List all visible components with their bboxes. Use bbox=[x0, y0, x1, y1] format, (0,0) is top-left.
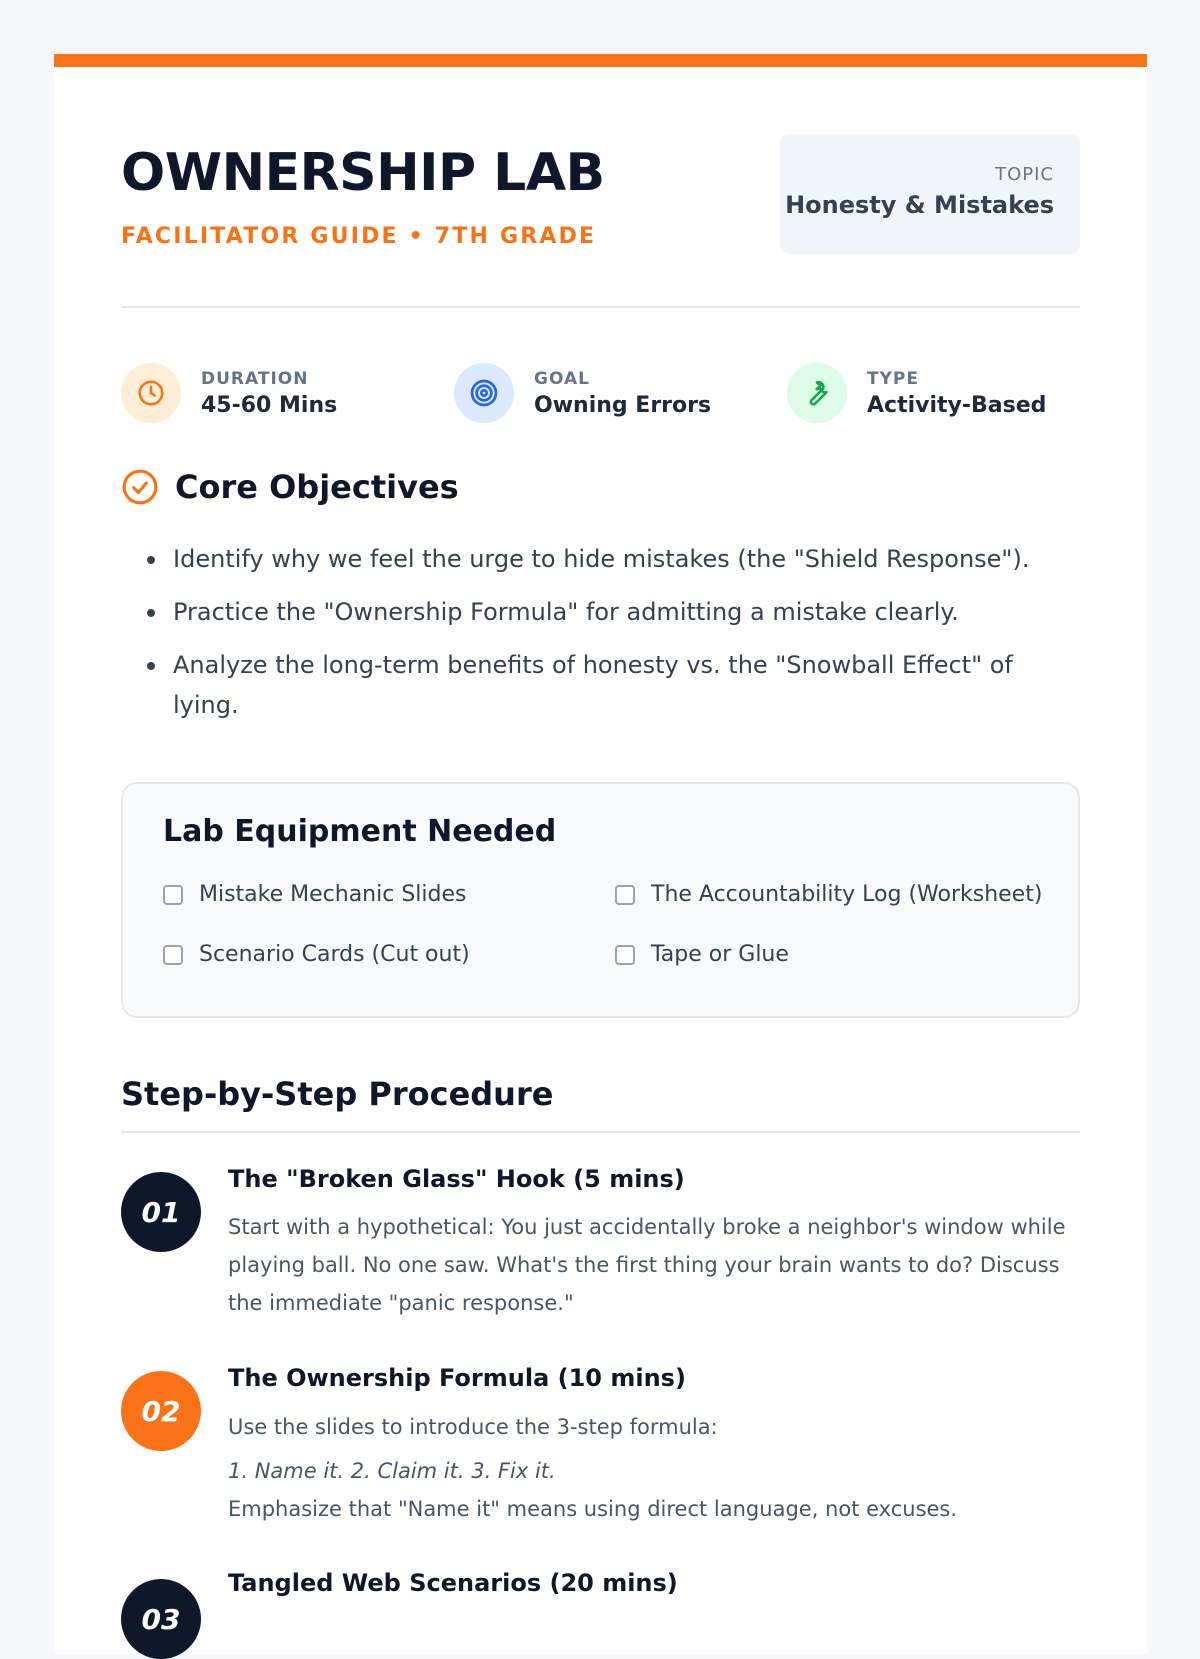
topic-label: TOPIC bbox=[995, 164, 1054, 185]
checkbox[interactable] bbox=[615, 945, 635, 965]
checkbox[interactable] bbox=[163, 885, 183, 905]
step-body: Start with a hypothetical: You just accidentally broke a neighbor's window while playing ball. No one saw. What's the first thing your brain wants to do? Discuss the immediate "panic response." bbox=[228, 1215, 1066, 1315]
equipment-checkbox[interactable] bbox=[615, 882, 1042, 907]
meta-value: Activity-Based bbox=[867, 392, 1047, 418]
step-formula: 1. Name it. 2. Claim it. 3. Fix it. bbox=[228, 1459, 556, 1483]
topic-value: Honesty & Mistakes bbox=[785, 191, 1054, 219]
step-number: 03 bbox=[121, 1579, 201, 1659]
meta-label: TYPE bbox=[867, 368, 919, 389]
checkbox[interactable] bbox=[615, 885, 635, 905]
meta-goal bbox=[454, 363, 711, 423]
wrench-icon bbox=[787, 363, 847, 423]
checkbox-label: The Accountability Log (Worksheet) bbox=[651, 882, 1043, 907]
step-note: Emphasize that "Name it" means using direct language, not excuses. bbox=[228, 1497, 958, 1521]
equipment-checkbox[interactable] bbox=[615, 942, 789, 967]
step-title: The "Broken Glass" Hook (5 mins) bbox=[228, 1165, 685, 1193]
equipment-card bbox=[121, 782, 1080, 1018]
checkbox[interactable] bbox=[163, 945, 183, 965]
target-icon bbox=[454, 363, 514, 423]
page-subtitle: FACILITATOR GUIDE • 7TH GRADE bbox=[121, 224, 597, 249]
step-number: 01 bbox=[121, 1172, 201, 1252]
clock-icon bbox=[121, 363, 181, 423]
meta-type bbox=[787, 363, 1046, 423]
objectives-title: Core Objectives bbox=[175, 468, 459, 506]
step-body: Use the slides to introduce the 3-step formula: bbox=[228, 1415, 718, 1439]
page-title: OWNERSHIP LAB bbox=[121, 143, 605, 203]
meta-duration bbox=[121, 363, 337, 423]
list-item: Practice the "Ownership Formula" for admitting a mistake clearly. bbox=[173, 592, 1033, 632]
objectives-heading bbox=[121, 468, 459, 506]
topic-card bbox=[780, 134, 1080, 254]
guide-page bbox=[54, 54, 1147, 1654]
step-title: Tangled Web Scenarios (20 mins) bbox=[228, 1569, 678, 1597]
checkbox-label: Tape or Glue bbox=[651, 942, 789, 967]
step-number: 02 bbox=[121, 1371, 201, 1451]
checkbox-label: Mistake Mechanic Slides bbox=[199, 882, 467, 907]
header-divider bbox=[121, 306, 1080, 308]
procedure-title: Step-by-Step Procedure bbox=[121, 1075, 554, 1113]
step-title: The Ownership Formula (10 mins) bbox=[228, 1364, 686, 1392]
meta-value: 45-60 Mins bbox=[201, 392, 338, 418]
meta-value: Owning Errors bbox=[534, 392, 712, 418]
checkbox-label: Scenario Cards (Cut out) bbox=[199, 942, 470, 967]
equipment-title: Lab Equipment Needed bbox=[163, 814, 557, 849]
equipment-checkbox[interactable] bbox=[163, 942, 470, 967]
procedure-divider bbox=[121, 1131, 1080, 1133]
check-circle-icon bbox=[121, 468, 159, 506]
equipment-checkbox[interactable] bbox=[163, 882, 466, 907]
objectives-list bbox=[173, 539, 1033, 738]
meta-label: DURATION bbox=[201, 368, 309, 389]
list-item: Identify why we feel the urge to hide mistakes (the "Shield Response"). bbox=[173, 539, 1033, 579]
list-item: Analyze the long-term benefits of honesty vs. the "Snowball Effect" of lying. bbox=[173, 645, 1033, 725]
meta-label: GOAL bbox=[534, 368, 590, 389]
